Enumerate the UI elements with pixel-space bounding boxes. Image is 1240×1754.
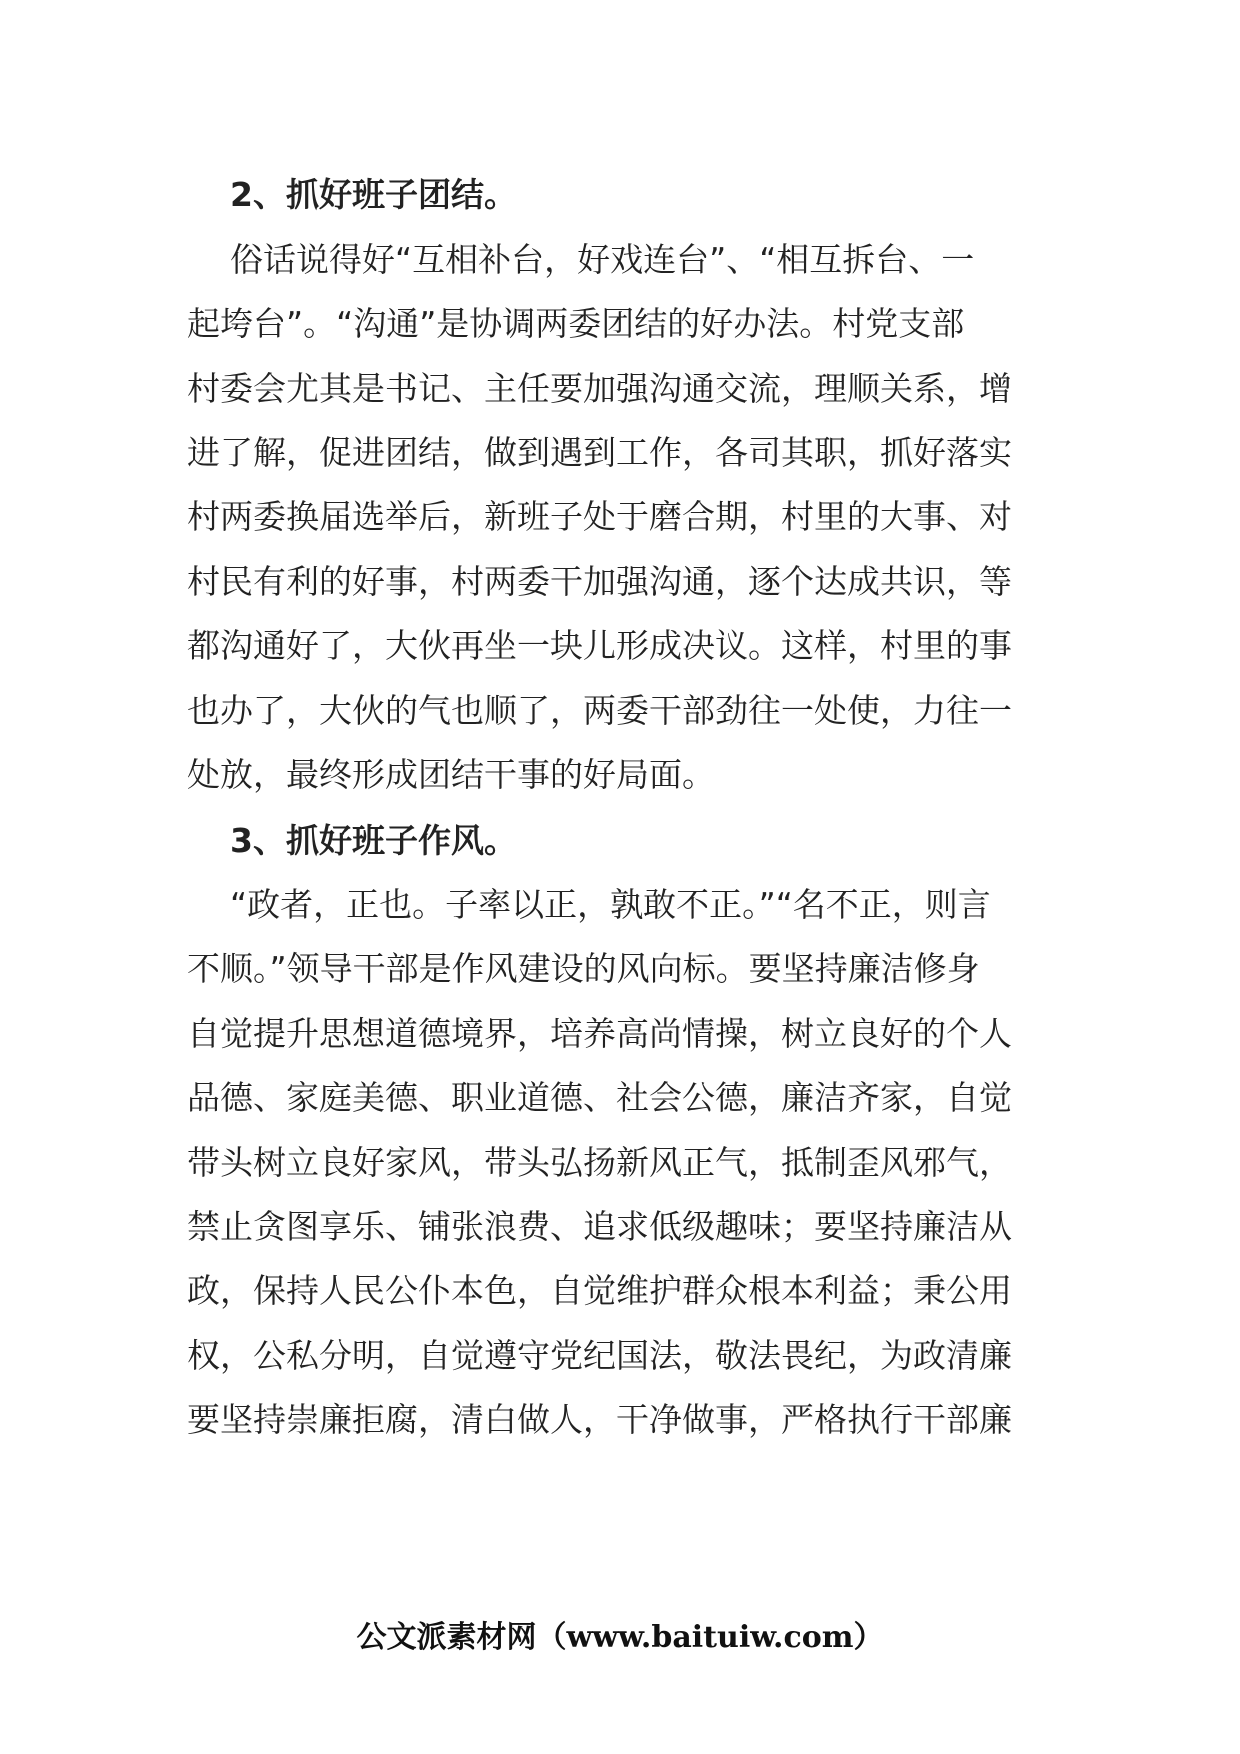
paragraph-line: 禁止贪图享乐、铺张浪费、追求低级趣味；要坚持廉洁从: [187, 1207, 1012, 1246]
paragraph-line: 都沟通好了，大伙再坐一块儿形成决议。这样，村里的事: [187, 626, 1012, 665]
section-heading-3: 3、抓好班子作风。: [230, 821, 517, 860]
paragraph-line: 权，公私分明，自觉遵守党纪国法，敬法畏纪，为政清廉: [187, 1336, 1012, 1375]
paragraph-line: 要坚持崇廉拒腐，清白做人，干净做事，严格执行干部廉: [187, 1400, 1012, 1439]
paragraph-line: 进了解，促进团结，做到遇到工作，各司其职，抓好落实: [187, 433, 1012, 472]
paragraph-line: 自觉提升思想道德境界，培养高尚情操，树立良好的个人: [187, 1014, 1012, 1053]
paragraph-line: 也办了，大伙的气也顺了，两委干部劲往一处使，力往一: [187, 691, 1012, 730]
paragraph-line: 不顺。”领导干部是作风建设的风向标。要坚持廉洁修身: [187, 949, 980, 988]
paragraph-line: 村两委换届选举后，新班子处于磨合期，村里的大事、对: [187, 497, 1012, 536]
paragraph-line: 政，保持人民公仆本色，自觉维护群众根本利益；秉公用: [187, 1271, 1012, 1310]
paragraph-line: 起垮台”。“沟通”是协调两委团结的好办法。村党支部: [187, 304, 965, 343]
paragraph-line: 村民有利的好事，村两委干加强沟通，逐个达成共识，等: [187, 562, 1012, 601]
paragraph-line: 品德、家庭美德、职业道德、社会公德，廉洁齐家，自觉: [187, 1078, 1012, 1117]
paragraph-line: 俗话说得好“互相补台，好戏连台”、“相互拆台、一: [230, 240, 975, 279]
paragraph-line: 带头树立良好家风，带头弘扬新风正气，抵制歪风邪气，: [187, 1143, 1012, 1182]
paragraph-line: 村委会尤其是书记、主任要加强沟通交流，理顺关系，增: [187, 369, 1012, 408]
section-heading-2: 2、抓好班子团结。: [230, 175, 517, 214]
paragraph-line: 处放，最终形成团结干事的好局面。: [187, 755, 715, 794]
paragraph-line: “政者，正也。子率以正，孰敢不正。”“名不正，则言: [230, 885, 991, 924]
footer-source: 公文派素材网（www.baituiw.com）: [356, 1620, 884, 1655]
